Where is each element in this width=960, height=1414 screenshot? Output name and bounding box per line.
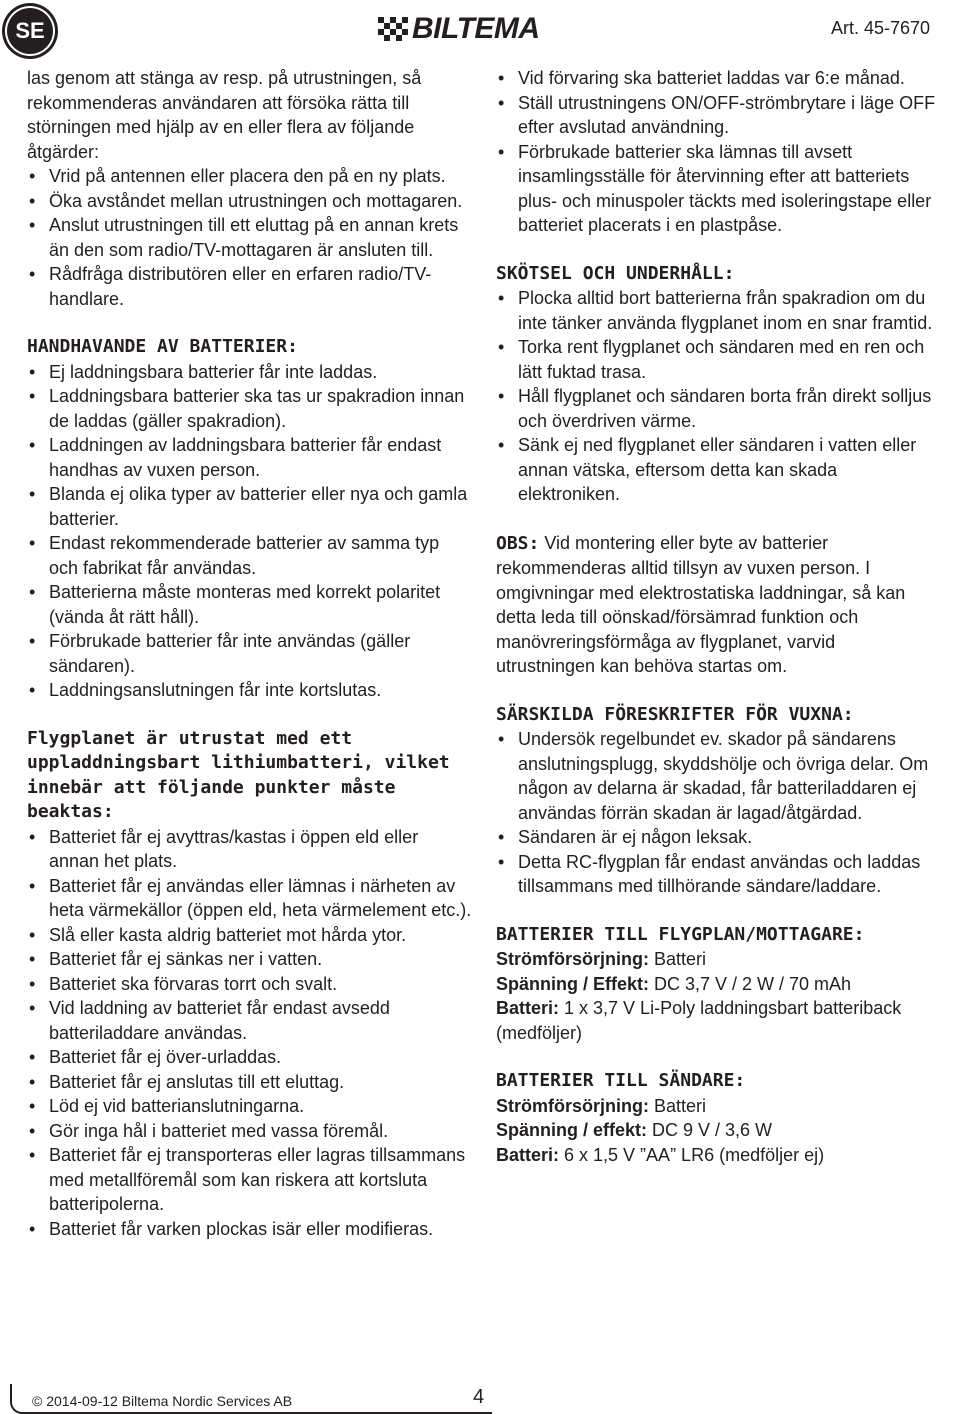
plane-battery-heading: BATTERIER TILL FLYGPLAN/MOTTAGARE:: [496, 923, 865, 945]
list-item: • Vid förvaring ska batteriet laddas var 6:e månad.: [496, 66, 936, 91]
language-badge: SE: [5, 6, 55, 56]
batteries-list: [27, 360, 472, 703]
lithium-list: [27, 825, 472, 1242]
plane-voltage-value: DC 3,7 V / 2 W / 70 mAh: [649, 973, 852, 994]
tx-power-value: Batteri: [649, 1095, 707, 1116]
left-column: [27, 66, 472, 1241]
list-item: • Undersök regelbundet ev. skador på sändarens anslutningsplugg, skyddshölje och övriga delar. Om någon av delarna är skadad, får batteriladdaren ej användas förrän skadan är lagad/åtgärdad.: [496, 727, 936, 825]
list-item: • Batterierna måste monteras med korrekt polaritet (vända åt rätt håll).: [27, 580, 472, 629]
right-column: [496, 66, 936, 1167]
list-item: • Ej laddningsbara batterier får inte laddas.: [27, 360, 472, 385]
plane-battery-value: 1 x 3,7 V Li-Poly laddningsbart batteriback (medföljer): [496, 998, 902, 1043]
list-item: • Batteriet får ej sänkas ner i vatten.: [27, 947, 472, 972]
checkered-flag-icon: [378, 17, 408, 41]
list-item: • Vrid på antennen eller placera den på en ny plats.: [27, 164, 472, 189]
list-item: • Anslut utrustningen till ett eluttag på en annan krets än den som radio/TV-mottagaren är ansluten till.: [27, 213, 472, 262]
list-item: • Håll flygplanet och sändaren borta från direkt solljus och överdriven värme.: [496, 384, 936, 433]
list-item: • Detta RC-flygplan får endast användas och laddas tillsammans med tillhörande sändare/laddare.: [496, 850, 936, 899]
list-item: • Öka avståndet mellan utrustningen och mottagaren.: [27, 189, 472, 214]
list-item: • Batteriet får ej avyttras/kastas i öppen eld eller annan het plats.: [27, 825, 472, 874]
batteries-heading: HANDHAVANDE AV BATTERIER:: [27, 336, 298, 357]
intro-list: [27, 164, 472, 311]
tx-battery-value: 6 x 1,5 V ”AA” LR6 (medföljer ej): [559, 1144, 825, 1165]
care-list: [496, 286, 936, 507]
tx-battery-line: [496, 1143, 936, 1168]
plane-battery-specs: [496, 947, 936, 1045]
list-item: • Batteriet får ej transporteras eller lagras tillsammans med metallföremål som kan riskera att kortsluta batteripolerna.: [27, 1143, 472, 1217]
lithium-heading: Flygplanet är utrustat med ett uppladdningsbart lithiumbatteri, vilket innebär att följande punkter måste beaktas:: [27, 727, 450, 822]
plane-power-line: [496, 947, 936, 972]
list-item: • Batteriet får ej användas eller lämnas i närheten av heta värmekällor (öppen eld, heta värmelement etc.).: [27, 874, 472, 923]
list-item: • Ställ utrustningens ON/OFF-strömbrytare i läge OFF efter avslutad användning.: [496, 91, 936, 140]
tx-battery-label: Batteri:: [496, 1144, 560, 1165]
tx-voltage-label: Spänning / effekt:: [496, 1120, 648, 1140]
transmitter-battery-heading: BATTERIER TILL SÄNDARE:: [496, 1070, 746, 1091]
obs-text: Vid montering eller byte av batterier rekommenderas alltid tillsyn av vuxen person. I omgivningar med elektrostatiska laddningar, så kan detta leda till oönskad/försämrad funktion och manövreringsförmåga av flygplanet, varvid utrustningen kan behöva startas om.: [496, 532, 906, 676]
transmitter-battery-specs: [496, 1094, 936, 1168]
list-item: • Laddningsanslutningen får inte kortslutas.: [27, 678, 472, 703]
adults-list: [496, 727, 936, 899]
tx-power-line: [496, 1094, 936, 1119]
list-item: • Sändaren är ej någon leksak.: [496, 825, 936, 850]
plane-battery-label: Batteri:: [496, 998, 560, 1018]
intro-paragraph: las genom att stänga av resp. på utrustningen, så rekommenderas användaren att försöka rätta till störningen med hjälp av en eller flera av följande åtgärder:: [27, 68, 422, 162]
page-header: [0, 0, 960, 62]
tx-power-label: Strömförsörjning:: [496, 1095, 649, 1116]
plane-power-label: Strömförsörjning:: [496, 949, 649, 969]
list-item: • Torka rent flygplanet och sändaren med en ren och lätt fuktad trasa.: [496, 335, 936, 384]
article-number: Art. 45-7670: [830, 18, 930, 38]
plane-power-value: Batteri: [649, 949, 707, 969]
list-item: • Löd ej vid batterianslutningarna.: [27, 1094, 472, 1119]
plane-battery-line: [496, 996, 936, 1045]
list-item: • Laddningsbara batterier ska tas ur spakradion innan de laddas (gäller spakradion).: [27, 384, 472, 433]
list-item: • Laddningen av laddningsbara batterier får endast handhas av vuxen person.: [27, 433, 472, 482]
list-item: • Förbrukade batterier ska lämnas till avsett insamlingsställe för återvinning efter att batteriets plus- och minuspoler täckts med isoleringstape eller batteriet placerats i en plastpåse.: [496, 140, 936, 238]
plane-voltage-line: [496, 972, 936, 997]
storage-list: [496, 66, 936, 238]
list-item: • Slå eller kasta aldrig batteriet mot hårda ytor.: [27, 923, 472, 948]
list-item: • Blanda ej olika typer av batterier eller nya och gamla batterier.: [27, 482, 472, 531]
adults-heading: SÄRSKILDA FÖRESKRIFTER FÖR VUXNA:: [496, 703, 854, 725]
list-item: • Batteriet får ej anslutas till ett eluttag.: [27, 1070, 472, 1095]
obs-paragraph: [496, 531, 936, 679]
obs-label: OBS:: [496, 532, 540, 554]
list-item: • Förbrukade batterier får inte användas (gäller sändaren).: [27, 629, 472, 678]
tx-voltage-value: DC 9 V / 3,6 W: [647, 1120, 773, 1140]
list-item: • Sänk ej ned flygplanet eller sändaren i vatten eller annan vätska, eftersom detta kan skada elektroniken.: [496, 433, 936, 507]
logo-wordmark: BILTEMA: [412, 12, 540, 45]
list-item: • Batteriet får ej över-urladdas.: [27, 1045, 472, 1070]
page-number: 4: [473, 1386, 485, 1408]
list-item: • Gör inga hål i batteriet med vassa föremål.: [27, 1119, 472, 1144]
care-heading: SKÖTSEL OCH UNDERHÅLL:: [496, 262, 735, 284]
tx-voltage-line: [496, 1118, 936, 1143]
list-item: • Rådfråga distributören eller en erfaren radio/TV-handlare.: [27, 262, 472, 311]
list-item: • Plocka alltid bort batterierna från spakradion om du inte tänker använda flygplanet inom en snar framtid.: [496, 286, 936, 335]
copyright-text: © 2014-09-12 Biltema Nordic Services AB: [32, 1393, 293, 1409]
list-item: • Batteriet får varken plockas isär eller modifieras.: [27, 1217, 472, 1242]
biltema-logo: [378, 14, 540, 44]
plane-voltage-label: Spänning / Effekt:: [496, 973, 649, 994]
list-item: • Vid laddning av batteriet får endast avsedd batteriladdare användas.: [27, 996, 472, 1045]
list-item: • Batteriet ska förvaras torrt och svalt.: [27, 972, 472, 997]
list-item: • Endast rekommenderade batterier av samma typ och fabrikat får användas.: [27, 531, 472, 580]
page-footer: [0, 1380, 960, 1414]
